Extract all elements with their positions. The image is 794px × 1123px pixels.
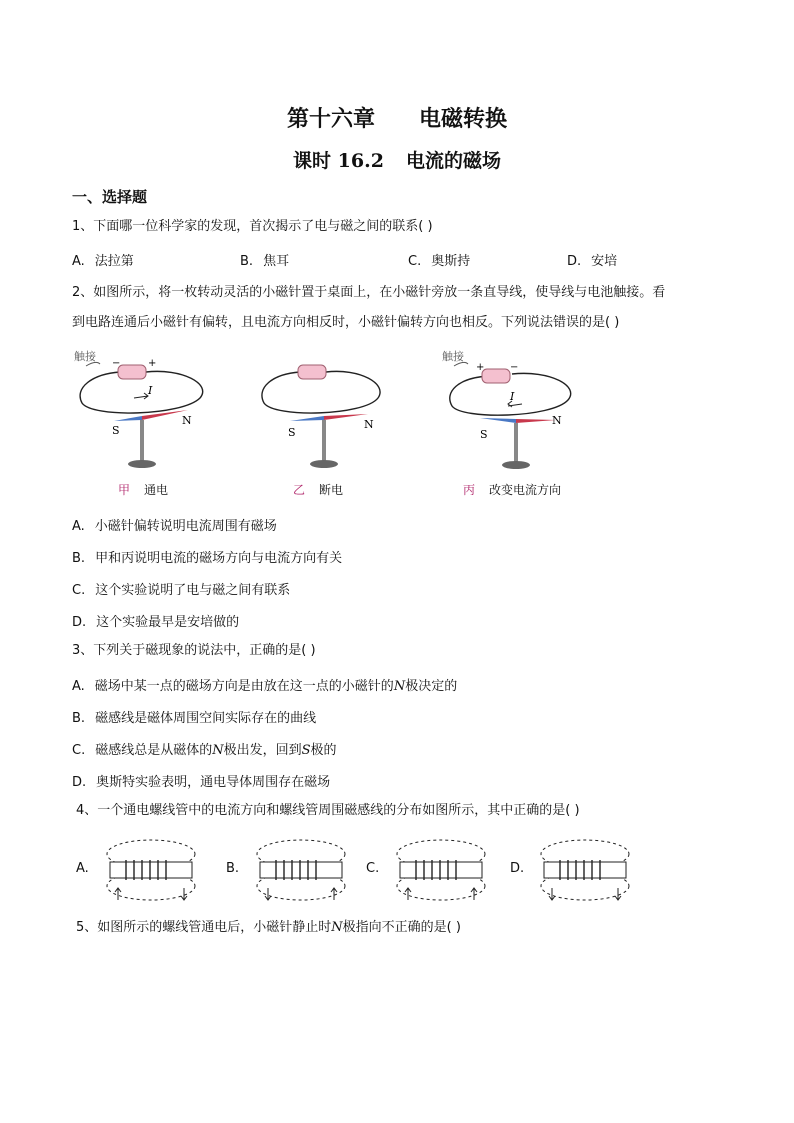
chapter-number: 第十六章 [286,106,375,132]
q2-option-c[interactable]: C. 这个实验说明了电与磁之间有联系 [72,583,291,598]
q2-caption-jia: 甲 通电 [118,483,169,497]
needle-north [324,414,368,420]
solenoid-core [110,862,192,878]
q2-option-b[interactable]: B. 甲和丙说明电流的磁场方向与电流方向有关 [72,551,343,566]
needle-stand [140,420,144,462]
chapter-title: 电磁转换 [419,106,508,132]
chapter-heading [0,102,794,133]
stand-base [310,460,338,468]
solenoid-core [400,862,482,878]
q1-option-d[interactable]: D. 安培 [567,254,618,269]
q1-stem: 1、下面哪一位科学家的发现，首次揭示了电与磁之间的联系( ) [72,219,433,234]
battery-minus: − [510,362,519,373]
q3-option-b[interactable]: B. 磁感线是磁体周围空间实际存在的曲线 [72,711,317,726]
needle-south [480,418,516,423]
stand-base [502,461,530,469]
current-arrows-icon [405,888,477,900]
needle-stand [514,423,518,463]
lesson-heading [0,146,794,173]
current-label: I [510,390,515,403]
battery-icon [298,365,326,379]
current-arrows-icon [115,888,187,900]
current-label: I [148,384,153,397]
contact-label: 触接 [74,350,96,363]
n-pole-label: N [364,418,374,431]
n-pole-label: N [182,414,192,427]
battery-minus: − [112,358,121,369]
needle-south [290,416,324,421]
q4-option-c-label[interactable]: C. [366,861,380,876]
q1-option-c[interactable]: C. 奥斯持 [408,254,471,269]
q3-option-d[interactable]: D. 奥斯特实验表明，通电导体周围存在磁场 [72,775,331,790]
q3-stem: 3、下列关于磁现象的说法中，正确的是( ) [72,643,316,658]
q3-option-a[interactable]: A. 磁场中某一点的磁场方向是由放在这一点的小磁针的N极决定的 [72,679,458,694]
q2-figure-panel-yi [256,348,386,478]
q4-option-d-label[interactable]: D. [510,861,525,876]
needle-stand [322,420,326,462]
battery-icon [118,365,146,379]
battery-plus: + [148,358,157,369]
s-pole-label: S [288,426,296,439]
n-pole-label: N [552,414,562,427]
solenoid-core [260,862,342,878]
current-arrows-icon [549,888,621,900]
current-arrow-icon [508,401,522,407]
q4-solenoid-c [386,838,496,902]
q2-caption-bing: 丙 改变电流方向 [463,483,562,497]
stand-base [128,460,156,468]
q4-solenoid-b [246,838,356,902]
q2-figure-panel-bing [440,348,590,478]
q2-stem-line2: 到电路连通后小磁针有偏转，且电流方向相反时，小磁针偏转方向也相反。下列说法错误的是( ) [72,315,620,330]
q4-solenoid-d [530,838,640,902]
section-title: 一、选择题 [72,188,148,206]
lesson-title: 电流的磁场 [405,150,501,172]
battery-plus: + [476,362,485,373]
battery-icon [482,369,510,383]
q4-solenoid-a [96,838,206,902]
current-arrows-icon [265,888,337,900]
q1-option-b[interactable]: B. 焦耳 [240,254,290,269]
needle-south [114,416,142,421]
q2-option-a[interactable]: A. 小磁针偏转说明电流周围有磁场 [72,519,277,534]
current-arrow-icon [134,393,148,399]
s-pole-label: S [480,428,488,441]
lesson-number: 课时 16.2 [293,150,384,172]
solenoid-core [544,862,626,878]
q4-option-a-label[interactable]: A. [76,861,89,876]
q2-figure-panel-jia [72,348,222,478]
q2-option-d[interactable]: D. 这个实验最早是安培做的 [72,615,240,630]
s-pole-label: S [112,424,120,437]
q4-stem: 4、一个通电螺线管中的电流方向和螺线管周围磁感线的分布如图所示，其中正确的是( ) [76,803,580,818]
q3-option-c[interactable]: C. 磁感线总是从磁体的N极出发，回到S极的 [72,743,337,758]
needle-north [516,419,556,423]
q2-stem-line1: 2、如图所示，将一枚转动灵活的小磁针置于桌面上，在小磁针旁放一条直导线，使导线与电池触接。看 [72,285,666,300]
q1-option-a[interactable]: A. 法拉第 [72,254,134,269]
q4-option-b-label[interactable]: B. [226,861,240,876]
contact-label: 触接 [442,350,464,363]
q5-stem: 5、如图所示的螺线管通电后，小磁针静止时N极指向不正确的是( ) [76,920,461,935]
q2-caption-yi: 乙 断电 [293,483,344,497]
